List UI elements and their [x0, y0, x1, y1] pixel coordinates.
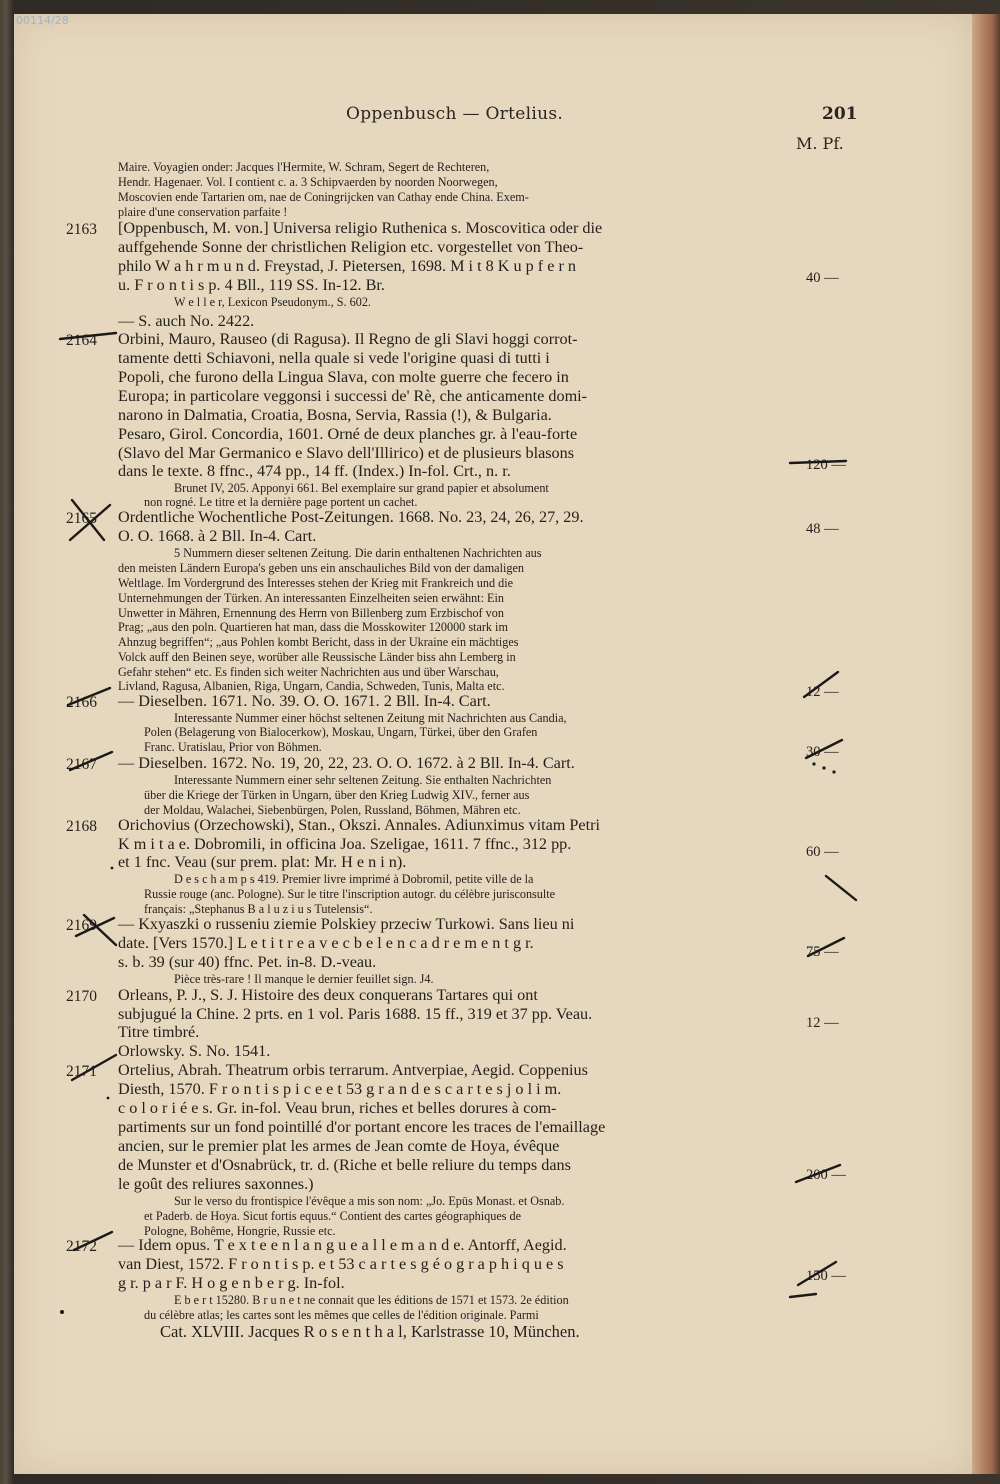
text-line: 5 Nummern dieser seltenen Zeitung. Die darin enthaltenen Nachrichten aus	[174, 546, 542, 560]
lot-number: 2172	[66, 1238, 97, 1255]
text-line: — Dieselben. 1672. No. 19, 20, 22, 23. O. O. 1672. à 2 Bll. In-4. Cart.	[118, 754, 575, 772]
text-line: subjugué la Chine. 2 prts. en 1 vol. Paris 1688. 15 ff., 319 et 37 pp. Veau.	[118, 1005, 593, 1023]
price: 60 —	[806, 844, 839, 860]
lot-number: 2166	[66, 694, 97, 711]
text-line: ancien, sur le premier plat les armes de Jean comte de Hoya, évêque	[118, 1137, 560, 1155]
text-line: Interessante Nummer einer höchst seltenen Zeitung mit Nachrichten aus Candia,	[174, 711, 567, 725]
text-line: Livland, Ragusa, Albanien, Riga, Ungarn, Candia, Schweden, Tunis, Malta etc.	[118, 679, 505, 693]
text-line: — Kxyaszki o russeniu ziemie Polskiey przeciw Turkowi. Sans lieu ni	[118, 915, 575, 933]
text-line: E b e r t 15280. B r u n e t ne connait que les éditions de 1571 et 1573. 2e édition	[174, 1293, 569, 1307]
text-line: Diesth, 1570. F r o n t i s p i c e e t 53 g r a n d e s c a r t e s j o l i m.	[118, 1080, 562, 1098]
text-line: et 1 fnc. Veau (sur prem. plat: Mr. H e n i n).	[118, 853, 407, 871]
text-line: — S. auch No. 2422.	[118, 312, 255, 330]
text-line: Ordentliche Wochentliche Post-Zeitungen. 1668. No. 23, 24, 26, 27, 29.	[118, 508, 584, 526]
text-line: — Dieselben. 1671. No. 39. O. O. 1671. 2 Bll. In-4. Cart.	[118, 692, 491, 710]
text-line: Sur le verso du frontispice l'évêque a mis son nom: „Jo. Epūs Monast. et Osnab.	[174, 1194, 565, 1208]
lot-number: 2168	[66, 818, 97, 835]
text-line: Europa; in particolare veggonsi i successi de' Rè, che anticamente domi-	[118, 387, 588, 405]
price: 40 —	[806, 270, 839, 286]
text-line: Orbini, Mauro, Rauseo (di Ragusa). Il Regno de gli Slavi hoggi corrot-	[118, 330, 578, 348]
text-line: Polen (Belagerung von Bialocerkow), Moskau, Ungarn, Türkei, über den Grafen	[144, 725, 538, 739]
text-line: K m i t a e. Dobromili, in officina Joa. Szeligae, 1611. 7 ffnc., 312 pp.	[118, 835, 572, 853]
archive-stamp: 00114/28	[16, 14, 69, 27]
text-line: W e l l e r, Lexicon Pseudonym., S. 602.	[174, 295, 371, 309]
text-line: Weltlage. Im Vordergrund des Interesses stehen der Krieg mit Frankreich und die	[118, 576, 514, 590]
text-line: Unwetter in Mähren, Ernennung des Herrn von Billenberg zum Erzbischof von	[118, 606, 504, 620]
text-line: Franc. Uratislau, Prior von Böhmen.	[144, 740, 322, 754]
text-line: non rogné. Le titre et la dernière page portent un cachet.	[144, 495, 418, 509]
text-line: O. O. 1668. à 2 Bll. In-4. Cart.	[118, 527, 317, 545]
text-line: g r. p a r F. H o g e n b e r g. In-fol.	[118, 1274, 345, 1292]
text-line: Volck auff den Beinen seye, worüber alle Reussische Länder biss ahn Lemberg in	[118, 650, 516, 664]
price: 30 —	[806, 744, 839, 760]
price: 75 —	[806, 944, 839, 960]
text-line: narono in Dalmatia, Croatia, Bosna, Servia, Rassia (!), & Bulgaria.	[118, 406, 552, 424]
price: 12 —	[806, 684, 839, 700]
text-line: tamente detti Schiavoni, nella quale si vede l'origine quasi di tutti i	[118, 349, 550, 367]
text-line: Ortelius, Abrah. Theatrum orbis terrarum. Antverpiae, Aegid. Coppenius	[118, 1061, 588, 1079]
currency-heading: M. Pf.	[796, 134, 844, 153]
text-line: Interessante Nummern einer sehr seltenen Zeitung. Sie enthalten Nachrichten	[174, 773, 552, 787]
text-line: Russie rouge (anc. Pologne). Sur le titre l'inscription autogr. du célèbre jurisconsulte	[144, 887, 556, 901]
text-line: Brunet IV, 205. Apponyi 661. Bel exemplaire sur grand papier et absolument	[174, 481, 549, 495]
text-line: der Moldau, Walachei, Siebenbürgen, Polen, Russland, Böhmen, Mähren etc.	[144, 803, 521, 817]
lot-number: 2171	[66, 1063, 97, 1080]
text-line: partiments sur un fond pointillé d'or portant encore les traces de l'emaillage	[118, 1118, 606, 1136]
text-line: le goût des reliures saxonnes.)	[118, 1175, 314, 1193]
text-line: Unternehmungen der Türken. An interessanten Einzelheiten seien erwähnt: Ein	[118, 591, 504, 605]
text-line: Pologne, Bohême, Hongrie, Russie etc.	[144, 1224, 336, 1238]
text-line: Maire. Voyagien onder: Jacques l'Hermite, W. Schram, Segert de Rechteren,	[118, 160, 490, 174]
price: 150 —	[806, 1268, 846, 1284]
text-line: Hendr. Hagenaer. Vol. I contient c. a. 3 Schipvaerden by noorden Noorwegen,	[118, 175, 498, 189]
text-line: Popoli, che furono della Lingua Slava, con molte guerre che fecero in	[118, 368, 569, 386]
text-line: c o l o r i é e s. Gr. in-fol. Veau brun, riches et belles dorures à com-	[118, 1099, 557, 1117]
price: 200 —	[806, 1167, 846, 1183]
price: 12 —	[806, 1015, 839, 1031]
price: 48 —	[806, 521, 839, 537]
text-line: auffgehende Sonne der christlichen Religion etc. vorgestellet von Theo-	[118, 238, 584, 256]
text-line: D e s c h a m p s 419. Premier livre imprimé à Dobromil, petite ville de la	[174, 872, 534, 886]
lot-number: 2165	[66, 510, 97, 527]
text-line: Orichovius (Orzechowski), Stan., Okszi. Annales. Adiunximus vitam Petri	[118, 816, 600, 834]
catalog-footer: Cat. XLVIII. Jacques R o s e n t h a l, Karlstrasse 10, München.	[160, 1322, 580, 1341]
lot-number: 2167	[66, 756, 97, 773]
text-line: et Paderb. de Hoya. Sicut fortis equus.“ Contient des cartes géographiques de	[144, 1209, 522, 1223]
lot-number: 2164	[66, 332, 97, 349]
text-line: s. b. 39 (sur 40) ffnc. Pet. in-8. D.-veau.	[118, 953, 377, 971]
text-line: — Idem opus. T e x t e e n l a n g u e a l l e m a n d e. Antorff, Aegid.	[118, 1236, 567, 1254]
lot-number: 2169	[66, 917, 97, 934]
text-line: u. F r o n t i s p. 4 Bll., 119 SS. In-12. Br.	[118, 276, 385, 294]
lot-number: 2163	[66, 221, 97, 238]
text-line: über die Kriege der Türken in Ungarn, über den Krieg Ludwig XIV., ferner aus	[144, 788, 530, 802]
page-number: 201	[822, 104, 858, 124]
text-line: van Diest, 1572. F r o n t i s p. e t 53 c a r t e s g é o g r a p h i q u e s	[118, 1255, 564, 1273]
text-line: de Munster et d'Osnabrück, tr. d. (Riche et belle reliure du temps dans	[118, 1156, 571, 1174]
text-line: Ahnzug begriffen“; „aus Pohlen kombt Bericht, dass in der Ukraine ein mächtiges	[118, 635, 519, 649]
text-line: Titre timbré.	[118, 1023, 200, 1041]
text-line: du célèbre atlas; les cartes sont les mêmes que celles de l'édition originale. Parmi	[144, 1308, 539, 1322]
text-line: philo W a h r m u n d. Freystad, J. Pietersen, 1698. M i t 8 K u p f e r n	[118, 257, 576, 275]
text-line: Orleans, P. J., S. J. Histoire des deux conquerans Tartares qui ont	[118, 986, 538, 1004]
lot-number: 2170	[66, 988, 97, 1005]
text-line: Pièce très-rare ! Il manque le dernier feuillet sign. J4.	[174, 972, 434, 986]
text-line: date. [Vers 1570.] L e t i t r e a v e c b e l e n c a d r e m e n t g r.	[118, 934, 534, 952]
text-line: Pesaro, Girol. Concordia, 1601. Orné de deux planches gr. à l'eau-forte	[118, 425, 578, 443]
text-line: Gefahr stehen“ etc. Es finden sich weiter Nachrichten aus und über Warschau,	[118, 665, 499, 679]
price: 120 —	[806, 457, 846, 473]
text-line: (Slavo del Mar Germanico e Slavo dell'Illirico) et de plusieurs blasons	[118, 444, 575, 462]
text-line: français: „Stephanus B a l u z i u s Tutelensis“.	[144, 902, 373, 916]
text-line: den meisten Ländern Europa's geben uns ein anschauliches Bild von der damaligen	[118, 561, 524, 575]
text-line: Prag; „aus den poln. Quartieren hat man, dass die Mosskowiter 120000 stark im	[118, 620, 508, 634]
text-line: dans le texte. 8 ffnc., 474 pp., 14 ff. (Index.) In-fol. Crt., n. r.	[118, 462, 511, 480]
text-line: Moscovien ende Tartarien om, nae de Coningrijcken van Cathay ende China. Exem-	[118, 190, 529, 204]
text-line: Orlowsky. S. No. 1541.	[118, 1042, 271, 1060]
running-head-title: Oppenbusch — Ortelius.	[346, 104, 564, 124]
text-line: plaire d'une conservation parfaite !	[118, 205, 288, 219]
text-line: [Oppenbusch, M. von.] Universa religio Ruthenica s. Moscovitica oder die	[118, 219, 603, 237]
